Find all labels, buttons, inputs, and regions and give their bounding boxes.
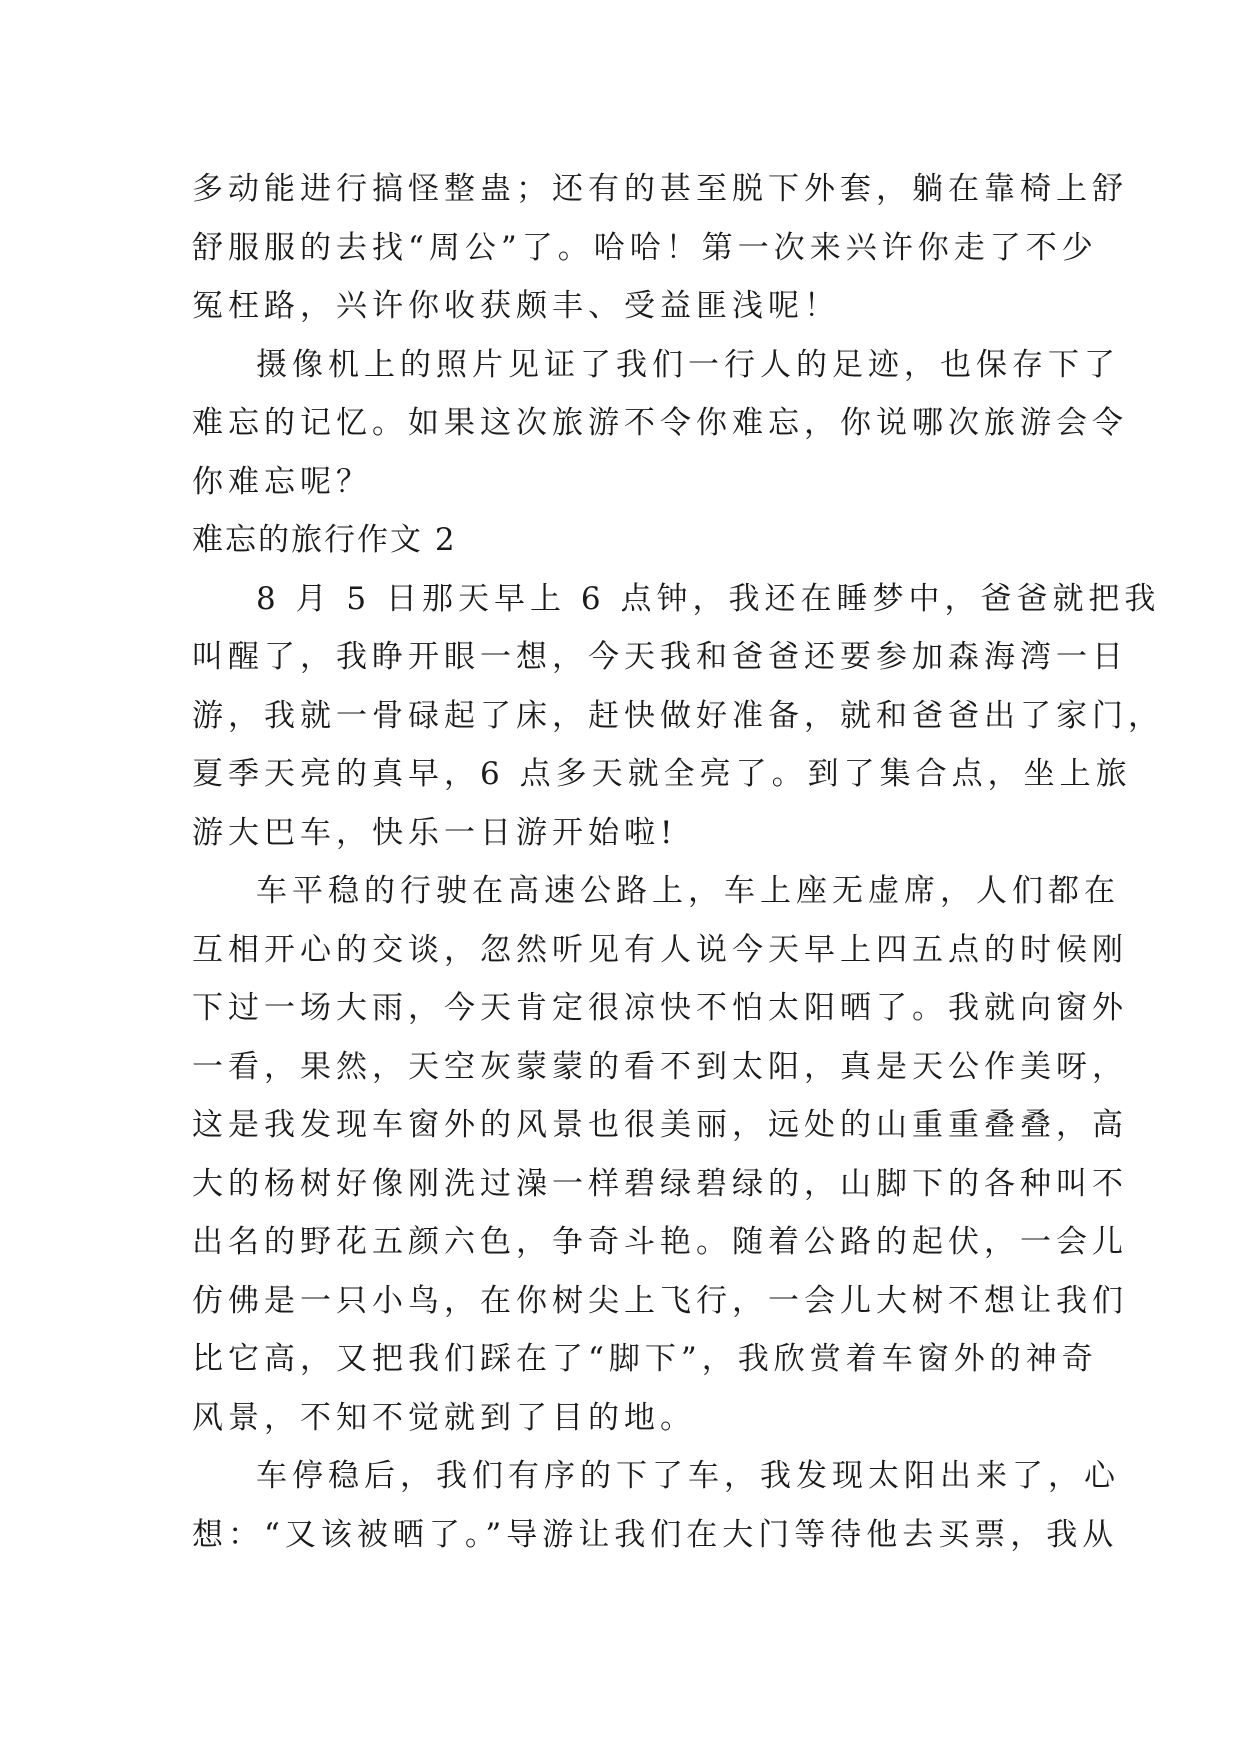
text-line: 想：“又该被晒了。”导游让我们在大门等待他去买票，我从: [192, 1516, 1119, 1553]
text-line: 车停稳后，我们有序的下了车，我发现太阳出来了，心: [256, 1458, 1120, 1494]
text-line: 出名的野花五颜六色，争奇斗艳。随着公路的起伏，一会儿: [192, 1224, 1128, 1260]
text-line: 你难忘呢？: [192, 463, 372, 500]
text-line: 这是我发现车窗外的风景也很美丽，远处的山重重叠叠，高: [192, 1107, 1128, 1143]
text-line: 游，我就一骨碌起了床，赶快做好准备，就和爸爸出了家门，: [192, 697, 1164, 734]
text-line: 比它高，又把我们踩在了“脚下”，我欣赏着车窗外的神奇: [192, 1341, 1098, 1377]
text-line: 一看，果然，天空灰蒙蒙的看不到太阳，真是天公作美呀，: [192, 1048, 1128, 1085]
text-line: 冤枉路，兴许你收获颇丰、受益匪浅呢！: [192, 288, 840, 324]
text-line: 车平稳的行驶在高速公路上，车上座无虚席，人们都在: [256, 873, 1120, 909]
text-line: 8 月 5 日那天早上 6 点钟，我还在睡梦中，爸爸就把我: [256, 580, 1161, 617]
text-line: 难忘的记忆。如果这次旅游不令你难忘，你说哪次旅游会令: [192, 405, 1128, 441]
document-body: [192, 160, 1164, 1564]
text-line: 游大巴车，快乐一日游开始啦!: [192, 814, 678, 851]
text-line: 多动能进行搞怪整蛊；还有的甚至脱下外套，躺在靠椅上舒: [192, 171, 1128, 207]
text-line: 风景，不知不觉就到了目的地。: [192, 1399, 696, 1436]
text-line: 夏季天亮的真早，6 点多天就全亮了。到了集合点，坐上旅: [192, 756, 1132, 792]
text-line: 摄像机上的照片见证了我们一行人的足迹，也保存下了: [256, 346, 1120, 383]
text-line: 互相开心的交谈，忽然听见有人说今天早上四五点的时候刚: [192, 931, 1128, 968]
text-line: 仿佛是一只小鸟，在你树尖上飞行，一会儿大树不想让我们: [192, 1282, 1128, 1319]
text-line: 大的杨树好像刚洗过澡一样碧绿碧绿的，山脚下的各种叫不: [192, 1165, 1128, 1202]
text-line: 下过一场大雨，今天肯定很凉快不怕太阳晒了。我就向窗外: [192, 990, 1128, 1026]
text-line: 叫醒了，我睁开眼一想，今天我和爸爸还要参加森海湾一日: [192, 639, 1128, 675]
section-heading: 难忘的旅行作文 2: [192, 522, 457, 558]
text-line: 舒服服的去找“周公”了。哈哈！第一次来兴许你走了不少: [192, 229, 1098, 266]
